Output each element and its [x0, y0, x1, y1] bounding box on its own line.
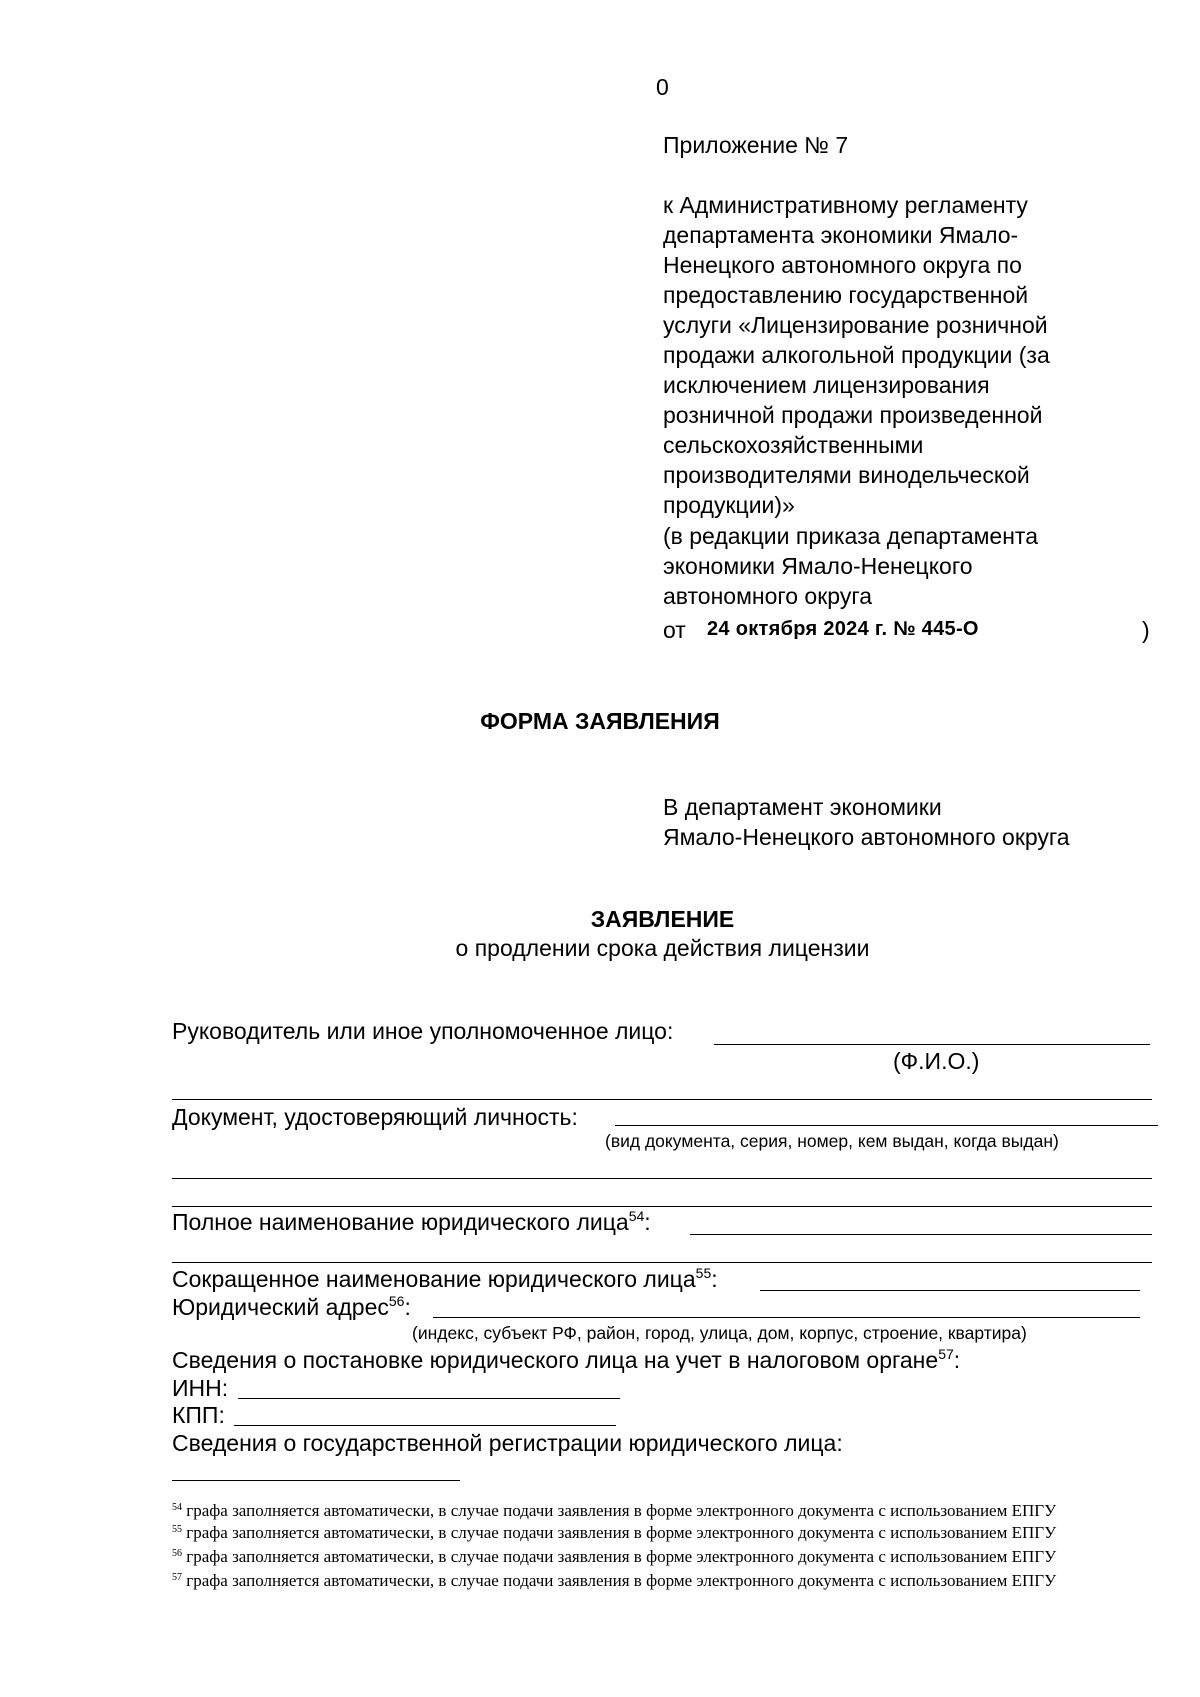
footnote: $^{57}$ графа заполняется автоматически, в случае подачи заявления в форме электронного документа с использованием ЕПГУ [172, 1571, 1057, 1590]
address-field[interactable] [433, 1291, 1140, 1318]
header-line: к Административному регламенту [663, 192, 1028, 218]
full-name-extra-field[interactable] [172, 1236, 1152, 1263]
kpp-label: КПП: [172, 1402, 225, 1428]
header-line: Ненецкого автономного округа по [663, 252, 1022, 278]
header-line: департамента экономики Ямало- [663, 222, 1019, 248]
footnote: $^{54}$ графа заполняется автоматически, в случае подачи заявления в форме электронного документа с использованием ЕПГУ [172, 1501, 1057, 1520]
footnote: $^{55}$ графа заполняется автоматически, в случае подачи заявления в форме электронного документа с использованием ЕПГУ [172, 1523, 1057, 1542]
header-line: экономики Ямало-Ненецкого [663, 553, 973, 579]
header-line: услуги «Лицензирование розничной [663, 312, 1048, 338]
address-label: Юридический адрес$^{56}$: [172, 1293, 411, 1320]
statement-title: ЗАЯВЛЕНИЕ [590, 906, 735, 932]
closing-paren: ) [1142, 617, 1150, 643]
header-line: автономного округа [663, 583, 872, 609]
header-line: (в редакции приказа департамента [663, 523, 1038, 549]
statement-subtitle: о продлении срока действия лицензии [455, 935, 870, 961]
header-line: сельскохозяйственными [663, 432, 924, 458]
header-line: предоставлению государственной [663, 282, 1029, 308]
id-doc-hint: (вид документа, серия, номер, кем выдан, когда выдан) [605, 1131, 1059, 1151]
form-title: ФОРМА ЗАЯВЛЕНИЯ [480, 708, 720, 734]
kpp-field[interactable] [234, 1399, 616, 1426]
date-stamp: 24 октября 2024 г. № 445-О [707, 618, 979, 640]
fio-hint: (Ф.И.О.) [893, 1048, 980, 1074]
head-fio-field[interactable] [714, 1018, 1150, 1045]
header-line: производителями винодельческой [663, 462, 1030, 488]
address-hint: (индекс, субъект РФ, район, город, улица, дом, корпус, строение, квартира) [412, 1323, 1027, 1343]
inn-field[interactable] [238, 1372, 620, 1399]
date-prefix: от [663, 617, 686, 643]
header-line: продажи алкогольной продукции (за [663, 342, 1050, 368]
inn-label: ИНН: [172, 1375, 229, 1401]
id-doc-label: Документ, удостоверяющий личность: [172, 1104, 578, 1130]
addressee-line: Ямало-Ненецкого автономного округа [663, 824, 1070, 850]
short-name-field[interactable] [760, 1264, 1140, 1291]
head-label: Руководитель или иное уполномоченное лицо: [172, 1018, 674, 1044]
page-number: 0 [656, 74, 669, 100]
full-name-field[interactable] [690, 1208, 1152, 1235]
header-line: продукции)» [663, 492, 795, 518]
footnote-separator [172, 1480, 460, 1481]
header-line: розничной продажи произведенной [663, 402, 1043, 428]
short-name-label: Сокращенное наименование юридического лица$^{55}$: [172, 1265, 718, 1292]
footnote: $^{56}$ графа заполняется автоматически, в случае подачи заявления в форме электронного документа с использованием ЕПГУ [172, 1547, 1057, 1566]
id-doc-extra-field[interactable] [172, 1152, 1152, 1179]
id-doc-field[interactable] [615, 1099, 1158, 1126]
tax-label: Сведения о постановке юридического лица на учет в налоговом органе$^{57}$: [172, 1346, 961, 1373]
state-reg-label: Сведения о государственной регистрации юридического лица: [172, 1430, 843, 1456]
addressee-line: В департамент экономики [663, 794, 942, 820]
id-doc-extra-field-2[interactable] [172, 1180, 1152, 1207]
head-extra-field[interactable] [172, 1073, 1152, 1100]
full-name-label: Полное наименование юридического лица$^{54}$: [172, 1208, 651, 1235]
appendix-title: Приложение № 7 [663, 132, 849, 158]
header-line: исключением лицензирования [663, 372, 990, 398]
